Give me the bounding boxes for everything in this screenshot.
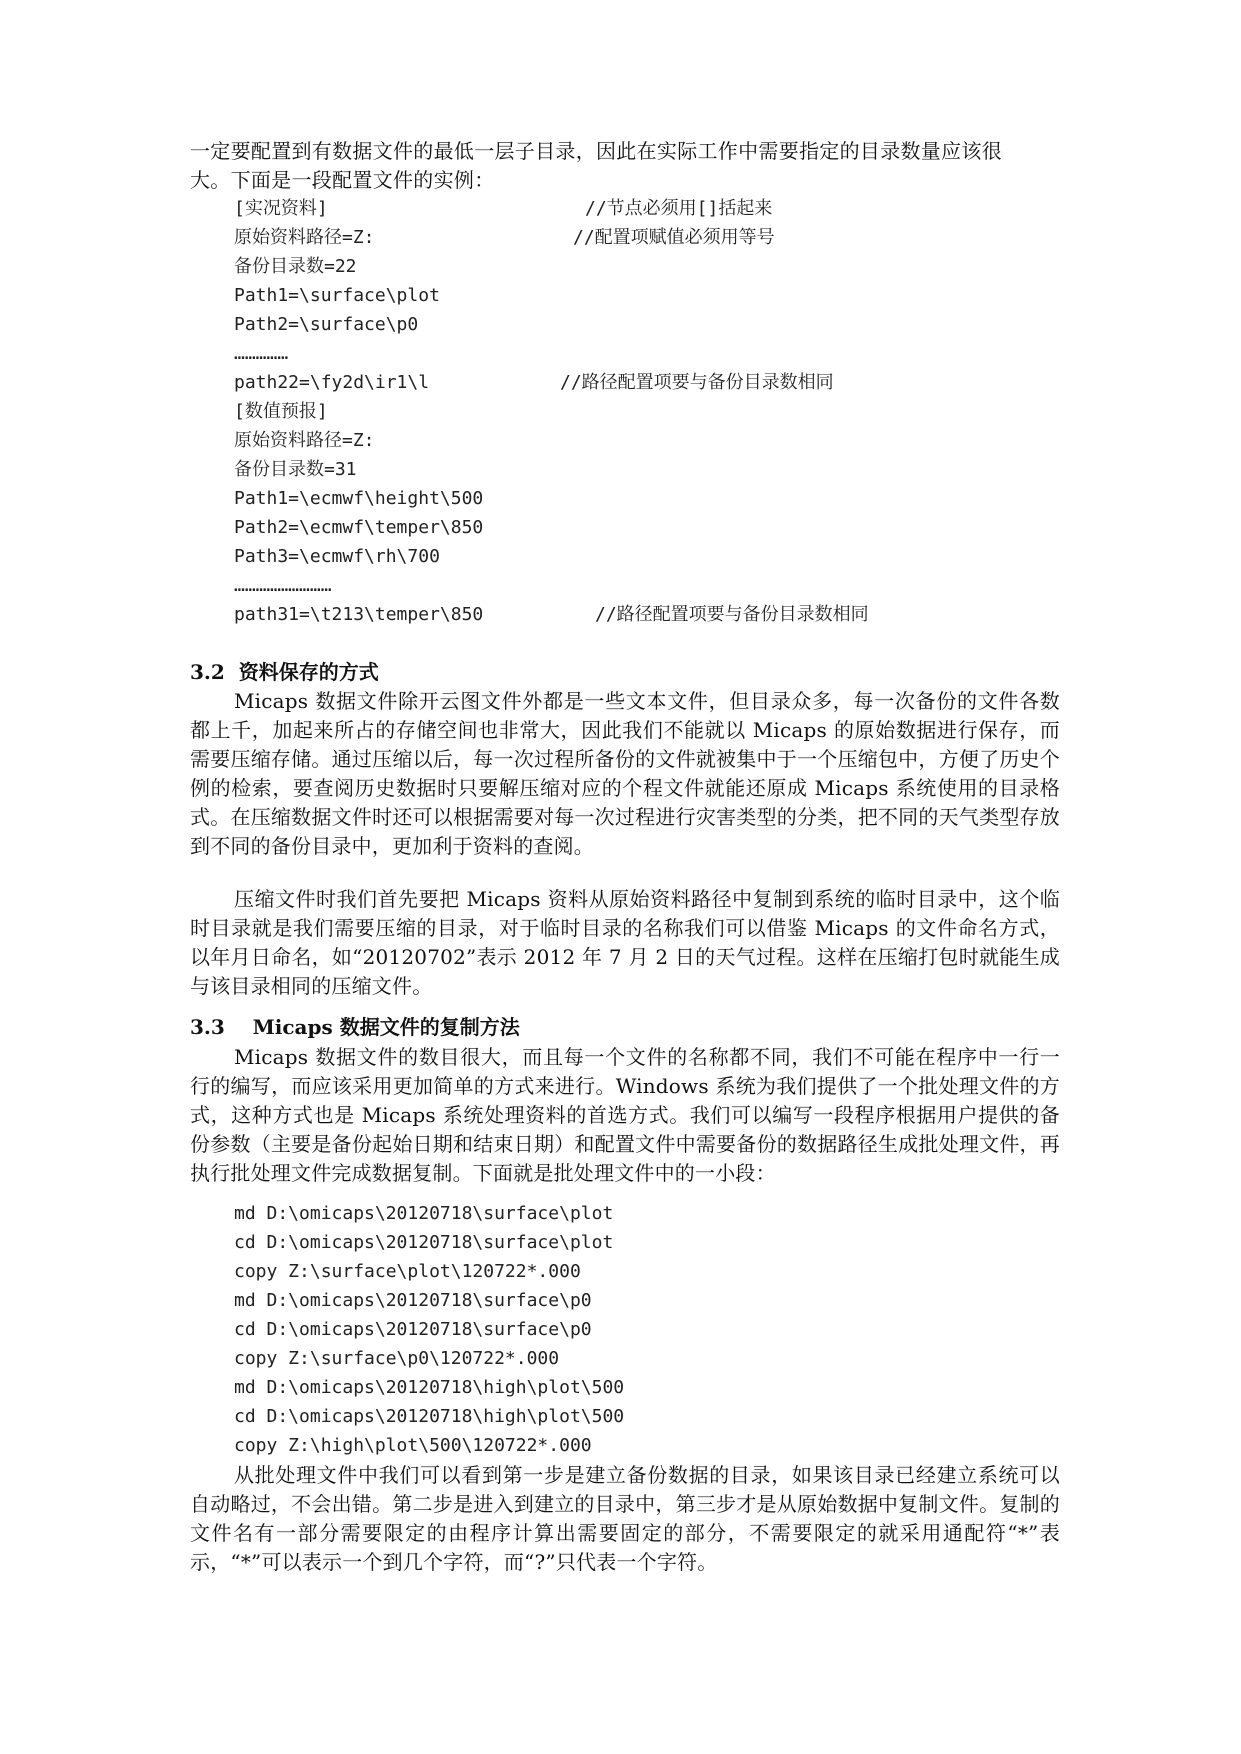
config-line: Path2=\surface\p0 xyxy=(234,314,419,335)
config-line: [实况资料] xyxy=(234,198,328,219)
config-line: 原始资料路径=Z: xyxy=(234,227,375,248)
config-comment: //路径配置项要与备份目录数相同 xyxy=(595,604,869,625)
section-3-2-paragraph-2: 压缩文件时我们首先要把 Micaps 资料从原始资料路径中复制到系统的临时目录中，这个临时目录就是我们需要压缩的目录，对于临时目录的名称我们可以借鉴 Micaps 的文件命名方式，以年月日命名，如“20120702”表示 2012 年 7 月 2 日的天气过程。这样在压缩打包时就能生成与该目录相同的压缩文件。 xyxy=(190,887,1060,998)
config-line: Path1=\ecmwf\height\500 xyxy=(234,488,484,509)
config-line: Path3=\ecmwf\rh\700 xyxy=(234,546,440,567)
section-heading-3-2: 3.2 资料保存的方式 xyxy=(190,660,379,684)
config-line: Path2=\ecmwf\temper\850 xyxy=(234,517,484,538)
batch-line: copy Z:\surface\plot\120722*.000 xyxy=(234,1261,581,1282)
batch-line: md D:\omicaps\20120718\high\plot\500 xyxy=(234,1377,625,1398)
config-comment: //节点必须用[]括起来 xyxy=(585,198,773,219)
config-line: 原始资料路径=Z: xyxy=(234,430,375,451)
batch-line: cd D:\omicaps\20120718\surface\p0 xyxy=(234,1319,592,1340)
config-line: Path1=\surface\plot xyxy=(234,285,440,306)
batch-line: md D:\omicaps\20120718\surface\plot xyxy=(234,1203,614,1224)
batch-line: cd D:\omicaps\20120718\high\plot\500 xyxy=(234,1406,625,1427)
intro-line-2: 大。下面是一段配置文件的实例： xyxy=(190,168,495,192)
config-line: [数值预报] xyxy=(234,401,328,422)
section-heading-3-3: 3.3 Micaps 数据文件的复制方法 xyxy=(190,1015,520,1039)
batch-line: md D:\omicaps\20120718\surface\p0 xyxy=(234,1290,592,1311)
section-3-3-paragraph-2: 从批处理文件中我们可以看到第一步是建立备份数据的目录，如果该目录已经建立系统可以自动略过，不会出错。第二步是进入到建立的目录中，第三步才是从原始数据中复制文件。复制的文件名有一部分需要限定的由程序计算出需要固定的部分，不需要限定的就采用通配符“*”表示，“*”可以表示一个到几个字符，而“?”只代表一个字符。 xyxy=(190,1463,1060,1574)
config-line: 备份目录数=22 xyxy=(234,256,357,277)
section-3-3-paragraph-1: Micaps 数据文件的数目很大，而且每一个文件的名称都不同，我们不可能在程序中一行一行的编写，而应该采用更加简单的方式来进行。Windows 系统为我们提供了一个批处理文件的方式，这种方式也是 Micaps 系统处理资料的首选方式。我们可以编写一段程序根据用户提供的备份参数（主要是备份起始日期和结束日期）和配置文件中需要备份的数据路径生成批处理文件，再执行批处理文件完成数据复制。下面就是批处理文件中的一小段： xyxy=(190,1045,1061,1185)
batch-line: cd D:\omicaps\20120718\surface\plot xyxy=(234,1232,614,1253)
config-line: 备份目录数=31 xyxy=(234,459,357,480)
intro-line-1: 一定要配置到有数据文件的最低一层子目录，因此在实际工作中需要指定的目录数量应该很 xyxy=(190,139,1002,163)
config-line: …………… xyxy=(234,343,289,364)
batch-line: copy Z:\surface\p0\120722*.000 xyxy=(234,1348,560,1369)
config-comment: //路径配置项要与备份目录数相同 xyxy=(560,372,834,393)
config-line: ……………………… xyxy=(234,575,332,596)
batch-line: copy Z:\high\plot\500\120722*.000 xyxy=(234,1435,592,1456)
config-line: path22=\fy2d\ir1\l xyxy=(234,372,430,393)
config-comment: //配置项赋值必须用等号 xyxy=(573,227,775,248)
config-line: path31=\t213\temper\850 xyxy=(234,604,484,625)
section-3-2-paragraph-1: Micaps 数据文件除开云图文件外都是一些文本文件，但目录众多，每一次备份的文件各数都上千，加起来所占的存储空间也非常大，因此我们不能就以 Micaps 的原始数据进行保存，而需要压缩存储。通过压缩以后，每一次过程所备份的文件就被集中于一个压缩包中，方便了历史个例的检索，要查阅历史数据时只要解压缩对应的个程文件就能还原成 Micaps 系统使用的目录格式。在压缩数据文件时还可以根据需要对每一次过程进行灾害类型的分类，把不同的天气类型存放到不同的备份目录中，更加利于资料的查阅。 xyxy=(190,689,1060,858)
